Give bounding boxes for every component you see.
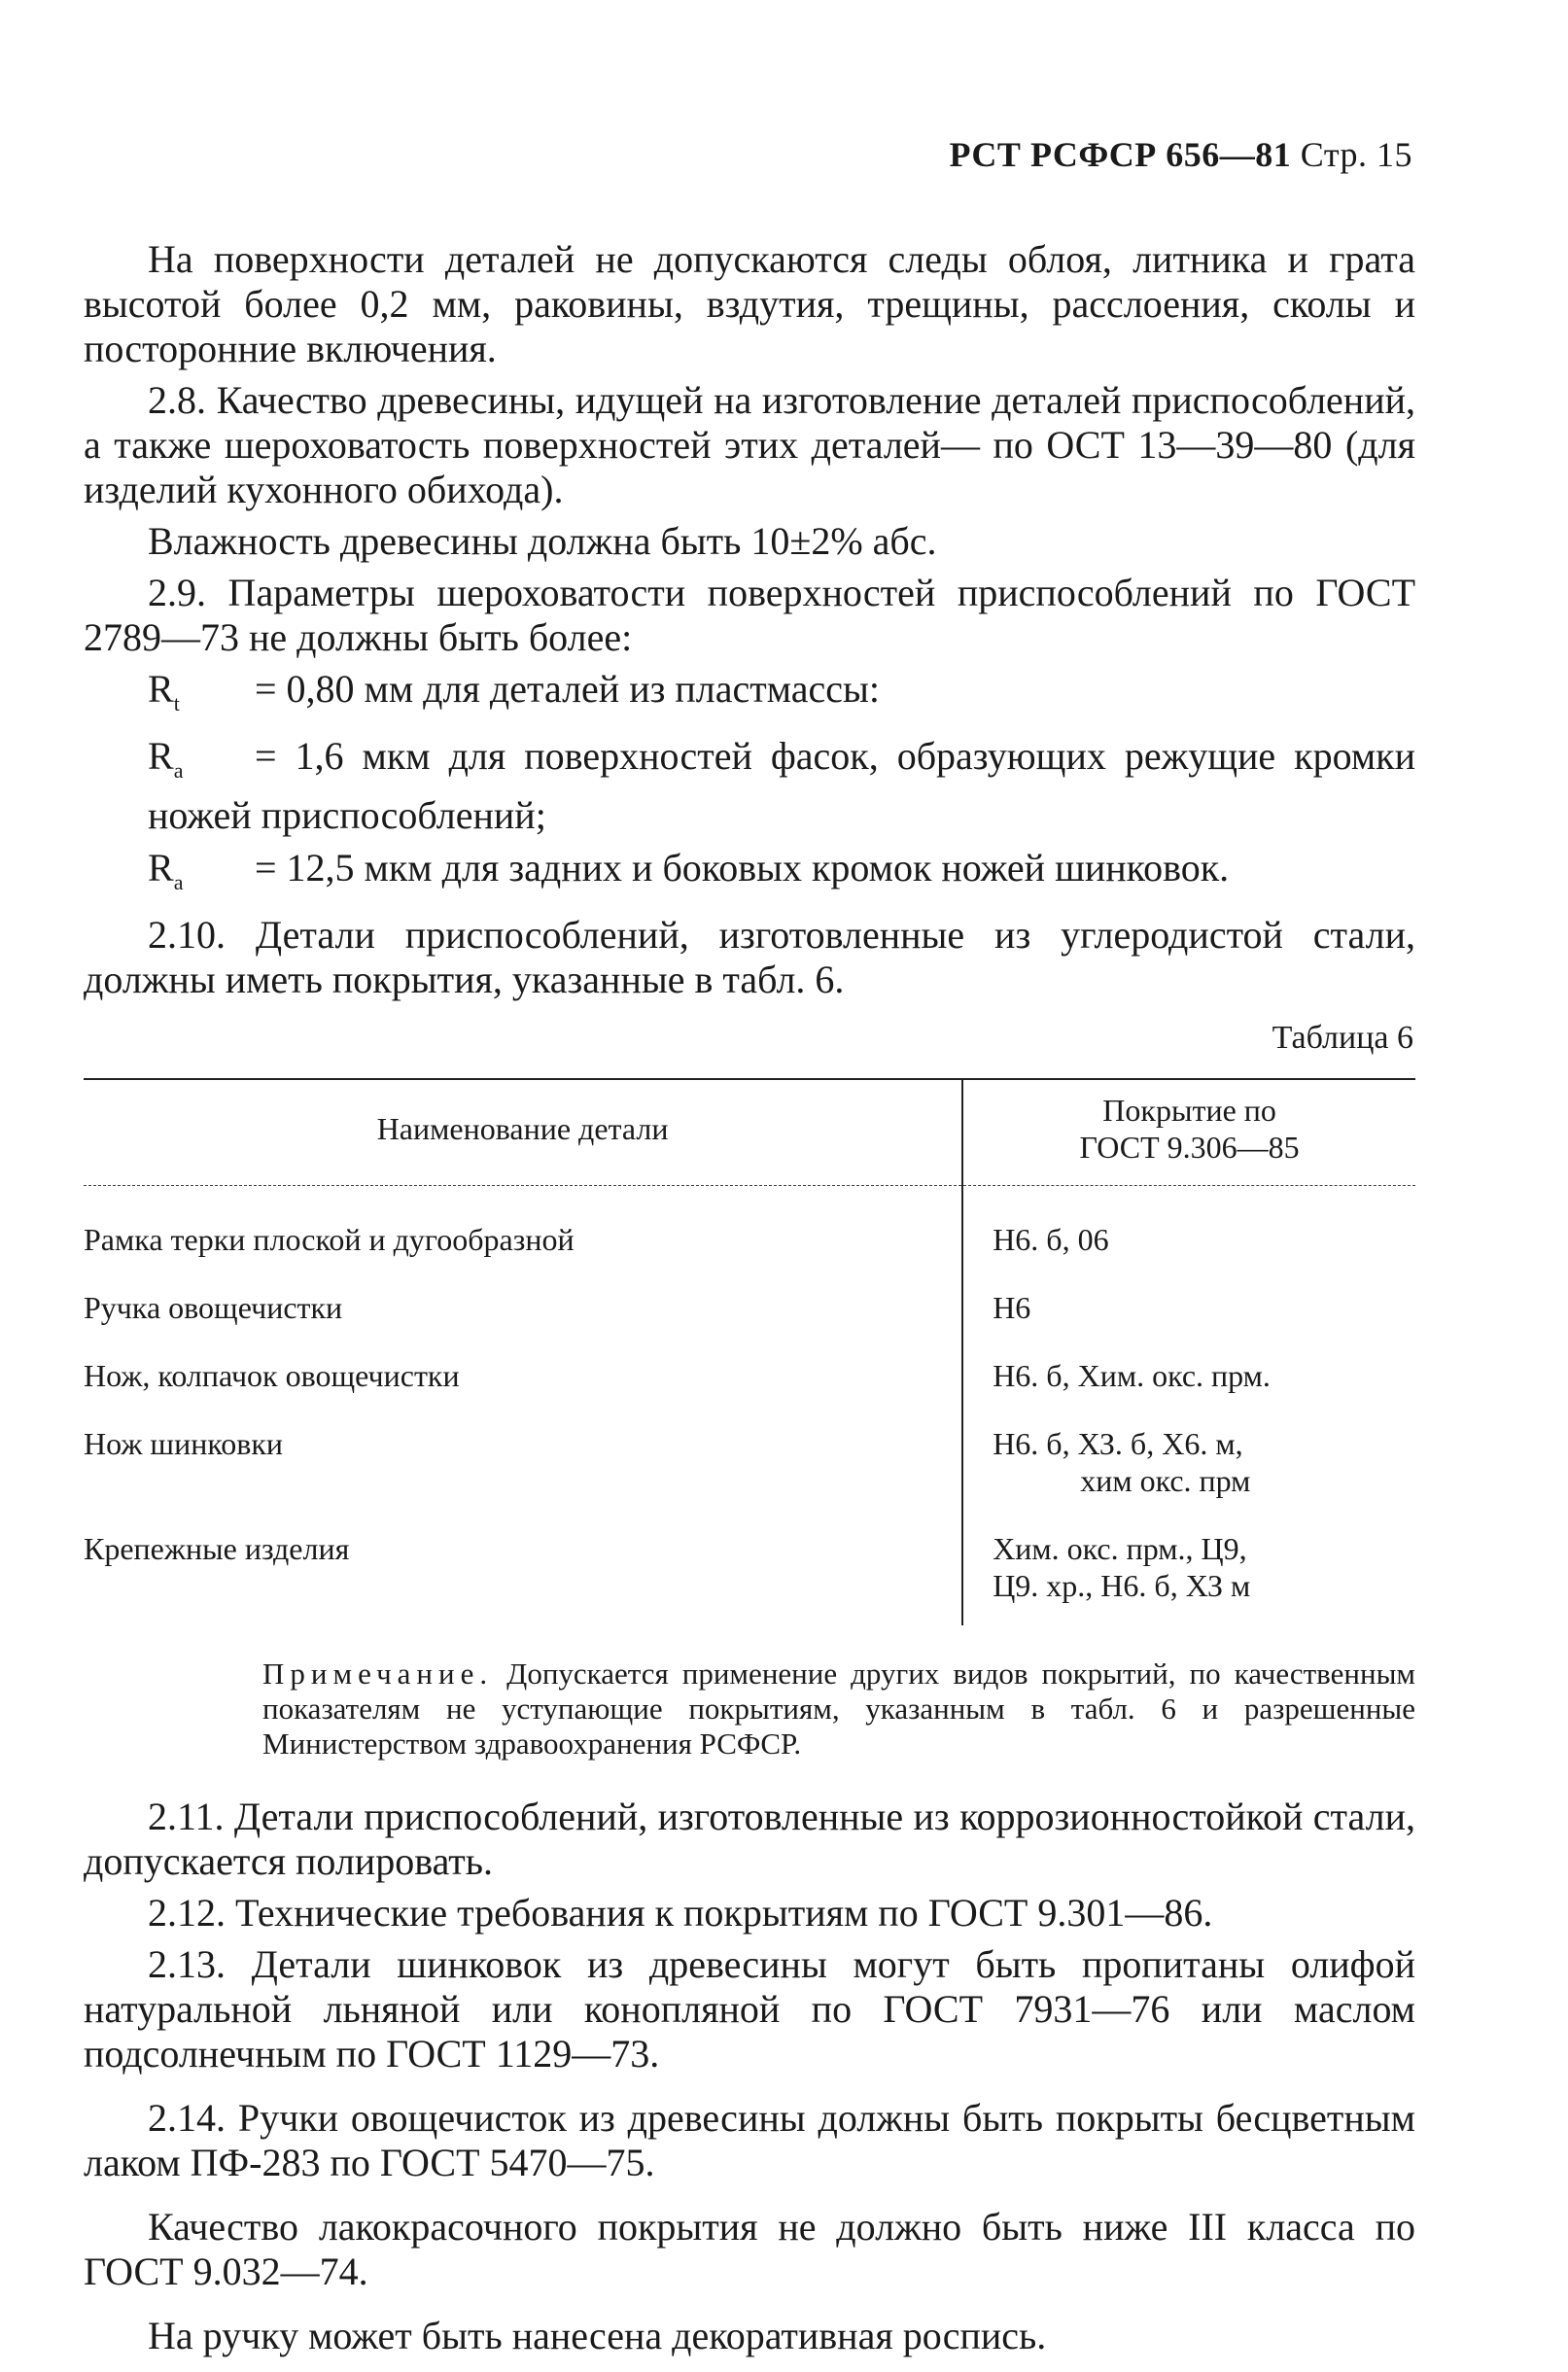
cell-part-name: Крепежные изделия xyxy=(84,1520,962,1625)
formula-text: = 1,6 мкм для поверхностей фасок, образующих режущие кромки ножей приспособлений; xyxy=(148,734,1415,837)
cell-coating: Н6. б, Хим. окс. прм. xyxy=(993,1358,1271,1393)
paragraph-2-12: 2.12. Технические требования к покрытиям по ГОСТ 9.301—86. xyxy=(148,1891,1213,1935)
note-lead: Примечание. xyxy=(262,1657,494,1691)
table-note xyxy=(84,1657,1415,1762)
paragraph-2-10: 2.10. Детали приспособлений, изготовленные из углеродистой стали, должны иметь покрытия, указанные в табл. 6. xyxy=(84,913,1415,1001)
formula-text: = 0,80 мм для деталей из пластмассы: xyxy=(255,667,881,711)
column-header-coating: Покрытие по ГОСТ 9.306—85 xyxy=(962,1079,1415,1186)
paragraph-paint-quality: Качество лакокрасочного покрытия не должно быть ниже III класса по ГОСТ 9.032—74. xyxy=(84,2205,1415,2293)
paragraph-2-11: 2.11. Детали приспособлений, изготовленные из коррозионностойкой стали, допускается полировать. xyxy=(84,1795,1415,1883)
formula-symbol: $R_a$ xyxy=(148,846,184,894)
paragraph-2-9: 2.9. Параметры шероховатости поверхностей приспособлений по ГОСТ 2789—73 не должны быть более: xyxy=(84,571,1415,659)
coatings-table xyxy=(84,1078,1415,1625)
paragraph-2-13: 2.13. Детали шинковок из древесины могут быть пропитаны олифой натуральной льняной или конопляной по ГОСТ 7931—76 или маслом подсолнечным по ГОСТ 1129—73. xyxy=(84,1942,1415,2076)
cell-coating: Хим. окс. прм., Ц9, Ц9. хр., Н6. б, ХЗ м xyxy=(993,1531,1251,1603)
cell-coating: Н6. б, 06 xyxy=(993,1222,1109,1257)
table-caption: Таблица 6 xyxy=(1272,1020,1413,1056)
paragraph-2-14: 2.14. Ручки овощечисток из древесины должны быть покрыты бесцветным лаком ПФ-283 по ГОСТ 5470—75. xyxy=(84,2096,1415,2184)
paragraph-surface-defects: На поверхности деталей не допускаются следы облоя, литника и грата высотой более 0,2 мм, раковины, вздутия, трещины, расслоения, сколы и посторонние включения. xyxy=(84,237,1415,370)
cell-part-name: Ручка овощечистки xyxy=(84,1279,962,1347)
cell-part-name: Нож, колпачок овощечистки xyxy=(84,1347,962,1415)
cell-part-name: Рамка терки плоской и дугообразной xyxy=(84,1186,962,1280)
cell-coating: Н6. б, ХЗ. б, Х6. м, хим окс. прм xyxy=(993,1426,1251,1498)
formula-rt-plastic xyxy=(84,667,1415,726)
table-row xyxy=(84,1347,1415,1415)
table-row xyxy=(84,1186,1415,1280)
formula-symbol: $R_t$ xyxy=(148,667,180,715)
note-text: Допускается применение других видов покрытий, по качественным показателям не уступающие покрытиям, указанным в табл. 6 и разрешенные Министерством здравоохранения РСФСР. xyxy=(262,1657,1416,1761)
table-row xyxy=(84,1279,1415,1347)
paragraph-2-8: 2.8. Качество древесины, идущей на изготовление деталей приспособлений, а также шероховатость поверхностей этих деталей— по ОСТ 13—39—80 (для изделий кухонного обихода). xyxy=(84,378,1415,511)
table-row xyxy=(84,1520,1415,1625)
formula-ra-edges xyxy=(84,846,1415,905)
formula-ra-chamfer xyxy=(84,734,1415,838)
table-header-row xyxy=(84,1079,1415,1186)
cell-coating: Н6 xyxy=(993,1290,1031,1325)
page-number: Стр. 15 xyxy=(1300,135,1412,174)
standard-code: РСТ РСФСР 656—81 xyxy=(949,135,1292,174)
running-header xyxy=(950,134,1413,175)
paragraph-wood-moisture: Влажность древесины должна быть 10±2% абс. xyxy=(148,519,937,563)
formula-symbol: $R_a$ xyxy=(148,734,184,783)
column-header-part-name: Наименование детали xyxy=(84,1079,962,1186)
document-body xyxy=(84,237,1415,2365)
cell-part-name: Нож шинковки xyxy=(84,1415,962,1520)
paragraph-decorative-painting: На ручку может быть нанесена декоративная роспись. xyxy=(148,2314,1047,2357)
formula-text: = 12,5 мкм для задних и боковых кромок ножей шинковок. xyxy=(255,846,1230,890)
table-row xyxy=(84,1415,1415,1520)
